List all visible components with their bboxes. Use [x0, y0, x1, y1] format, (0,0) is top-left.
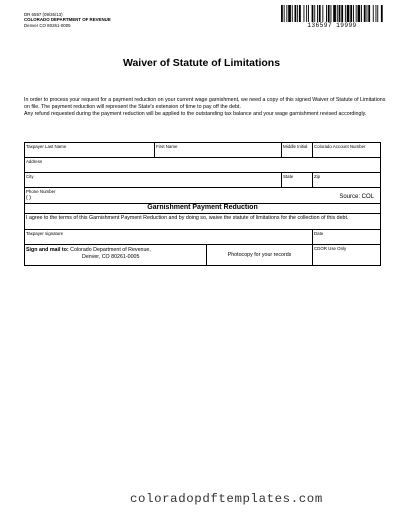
account-number-label: Colorado Account Number	[314, 143, 366, 149]
barcode-bar	[381, 5, 383, 22]
phone-number-label: Phone Number	[26, 188, 56, 194]
middle-initial-label: Middle Initial	[283, 143, 308, 149]
taxpayer-signature-label: Taxpayer signature	[26, 230, 64, 236]
zip-label: Zip	[314, 173, 321, 179]
barcode	[281, 5, 383, 22]
barcode-bar	[333, 5, 336, 22]
barcode-bar	[314, 5, 315, 22]
mail-address-line-2: Denver, CO 80261-0005	[82, 254, 140, 260]
barcode-bar	[353, 5, 354, 22]
mailing-row	[25, 245, 380, 265]
section-title: Garnishment Payment Reduction	[147, 204, 258, 211]
city-label: City	[26, 173, 34, 179]
barcode-bar	[361, 5, 362, 22]
barcode-bar	[376, 5, 377, 22]
section-title-row	[25, 204, 380, 214]
barcode-bar	[345, 5, 346, 22]
state-field[interactable]	[282, 173, 313, 187]
barcode-bar	[373, 5, 374, 22]
photocopy-cell	[207, 245, 313, 265]
taxpayer-signature-field[interactable]	[25, 230, 313, 244]
sign-and-mail-text	[26, 247, 151, 261]
barcode-bar	[306, 5, 307, 22]
barcode-bar	[326, 5, 327, 22]
sign-and-mail-cell	[25, 245, 207, 265]
intro-text	[24, 97, 386, 117]
phone-number-field[interactable]	[25, 188, 380, 203]
barcode-bar	[304, 5, 305, 22]
sign-and-mail-label: Sign and mail to:	[26, 247, 69, 253]
barcode-bar	[299, 5, 301, 22]
page-title: Waiver of Statute of Limitations	[122, 57, 281, 69]
state-label: State	[283, 173, 294, 179]
department-name: COLORADO DEPARTMENT OF REVENUE	[24, 17, 111, 23]
photocopy-note: Photocopy for your records	[227, 252, 292, 258]
barcode-number: 136597 19999	[307, 22, 357, 29]
website-watermark: coloradopdftemplates.com	[130, 492, 323, 506]
intro-paragraph-2: Any refund requested during the payment reduction will be applied to the outstanding tax balance and your wage garnishment revised accordingly.	[24, 110, 367, 117]
barcode-bar	[328, 5, 330, 22]
barcode-bar	[319, 5, 321, 22]
phone-row	[25, 188, 380, 204]
intro-paragraph-1: In order to process your request for a payment reduction on your current wage garnishment, we need a copy of this signed Waiver of Statute of Limitations on file. The payment reduction will represent the State's extension of time to pay off the debt.	[24, 97, 386, 110]
barcode-bar	[367, 5, 368, 22]
barcode-bar	[377, 5, 378, 22]
barcode-bar	[292, 5, 293, 22]
taxpayer-last-name-label: Taxpayer Last Name	[26, 143, 67, 149]
barcode-bar	[356, 5, 357, 22]
first-name-label: First Name	[156, 143, 178, 149]
barcode-bar	[341, 5, 343, 22]
waiver-form	[24, 142, 381, 266]
address-row	[25, 158, 380, 173]
form-header	[24, 12, 111, 28]
form-id: DR 6597 (09/26/13)	[24, 12, 63, 17]
barcode-bar	[337, 5, 338, 22]
cdor-use-only-label: CDOR Use Only	[314, 245, 347, 251]
city-state-zip-row	[25, 173, 380, 188]
agreement-text: I agree to the terms of this Garnishment Payment Reduction and by doing so, waive the statute of limitations for the collection of this debt.	[26, 214, 349, 221]
barcode-bar	[322, 5, 323, 22]
phone-area-code: ( )	[26, 195, 31, 201]
barcode-bar	[347, 5, 350, 22]
name-row	[25, 143, 380, 158]
barcode-bar	[368, 5, 370, 22]
barcode-bar	[295, 5, 297, 22]
middle-initial-field[interactable]	[282, 143, 313, 157]
barcode-bar	[284, 5, 285, 22]
first-name-field[interactable]	[155, 143, 282, 157]
barcode-bar	[364, 5, 366, 22]
date-field[interactable]	[313, 230, 380, 244]
agreement-cell	[25, 214, 380, 229]
department-address: Denver CO 80261-0005	[24, 22, 71, 28]
address-label: Address	[26, 158, 43, 164]
city-field[interactable]	[25, 173, 282, 187]
address-field[interactable]	[25, 158, 380, 172]
signature-row	[25, 230, 380, 245]
barcode-bar	[358, 5, 361, 22]
zip-field[interactable]	[313, 173, 380, 187]
barcode-bar	[339, 5, 341, 22]
barcode-bar	[308, 5, 309, 22]
source-code: Source: COL	[339, 194, 374, 200]
cdor-use-only-cell	[313, 245, 380, 265]
date-label: Date	[314, 230, 324, 236]
agreement-row	[25, 214, 380, 230]
mail-address-line-1: Colorado Department of Revenue,	[70, 247, 151, 253]
section-title-cell	[25, 204, 380, 213]
barcode-bar	[286, 5, 287, 22]
barcode-bar	[297, 5, 298, 22]
barcode-bar	[312, 5, 314, 22]
barcode-bar	[288, 5, 291, 22]
barcode-bar	[350, 5, 352, 22]
taxpayer-last-name-field[interactable]	[25, 143, 155, 157]
account-number-field[interactable]	[313, 143, 380, 157]
barcode-bar	[317, 5, 318, 22]
barcode-bar	[281, 5, 283, 22]
barcode-bar	[331, 5, 332, 22]
